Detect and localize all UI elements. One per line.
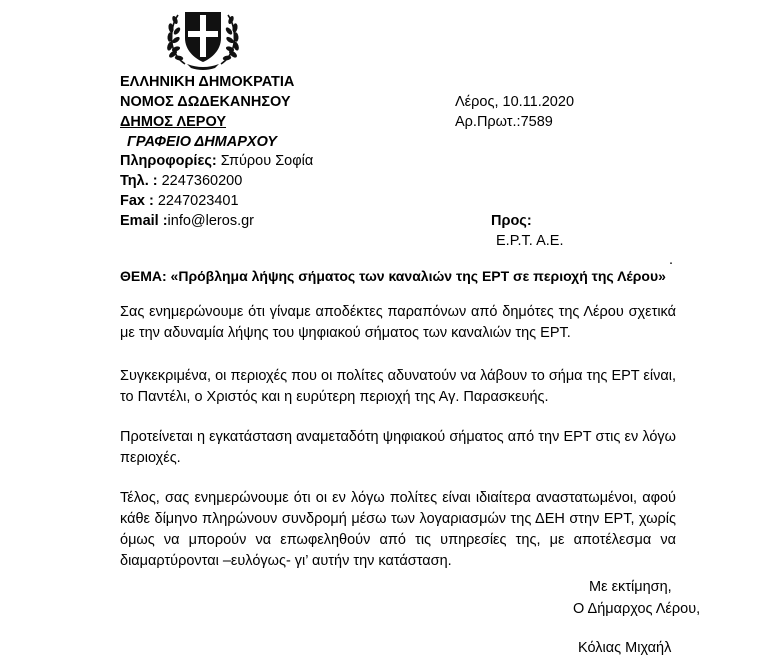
tel-value: 2247360200 <box>157 173 243 189</box>
email-value: info@leros.gr <box>167 213 254 229</box>
office-title: ΓΡΑΦΕΙΟ ΔΗΜΑΡΧΟΥ <box>127 134 277 150</box>
tel-line <box>120 171 242 191</box>
info-label: Πληροφορίες: <box>120 153 217 169</box>
recipient: Ε.Ρ.Τ. Α.Ε. <box>496 233 564 249</box>
fax-line <box>120 191 239 211</box>
fax-label: Fax : <box>120 193 154 209</box>
to-label: Προς: <box>491 213 532 229</box>
closing-role: Ο Δήμαρχος Λέρου, <box>573 601 701 617</box>
tel-label: Τηλ. : <box>120 173 158 189</box>
body-paragraph-3: Προτείνεται η εγκατάσταση αναμεταδότη ψηφιακού σήματος από την ΕΡΤ στις εν λόγω περιοχές. <box>120 429 676 466</box>
republic-title: ΕΛΛΗΝΙΚΗ ΔΗΜΟΚΡΑΤΙΑ <box>120 74 295 90</box>
prefecture-title: ΝΟΜΟΣ ΔΩΔΕΚΑΝΗΣΟΥ <box>120 94 291 110</box>
body-paragraph-1: Σας ενημερώνουμε ότι γίναμε αποδέκτες παραπόνων από δημότες της Λέρου σχετικά με την αδυναμία λήψης του ψηφιακού σήματος των καναλιών της ΕΡΤ. <box>120 304 676 341</box>
email-label: Email : <box>120 213 168 229</box>
closing-regards: Με εκτίμηση, <box>589 579 672 595</box>
info-value: Σπύρου Σοφία <box>216 153 314 169</box>
municipality-title: ΔΗΜΟΣ ΛΕΡΟΥ <box>120 114 227 130</box>
greek-coat-of-arms-icon <box>165 4 241 70</box>
place-date: Λέρος, 10.11.2020 <box>455 94 575 110</box>
email-line <box>120 211 254 231</box>
body-paragraph-4: Τέλος, σας ενημερώνουμε ότι οι εν λόγω πολίτες είναι ιδιαίτερα αναστατωμένοι, αφού κάθε δίμηνο πληρώνουν συνδρομή μέσω των λογαριασμών της ΔΕΗ στην ΕΡΤ, χωρίς όμως να μπορούν να επωφεληθούν από τις υπηρεσίες της, με αποτέλεσμα να διαμαρτύρονται –ευλόγως- γι’ αυτήν την κατάσταση. <box>120 490 676 569</box>
subject-line: ΘΕΜΑ: «Πρόβλημα λήψης σήματος των καναλιών της ΕΡΤ σε περιοχή της Λέρου» <box>120 268 666 284</box>
body-paragraph-2: Συγκεκριμένα, οι περιοχές που οι πολίτες αδυνατούν να λάβουν το σήμα της ΕΡΤ είναι, το Παντέλι, ο Χριστός και η ευρύτερη περιοχή της Αγ. Παρασκευής. <box>120 368 676 405</box>
stray-mark: . <box>669 252 674 268</box>
protocol-number: Αρ.Πρωτ.:7589 <box>455 114 553 130</box>
fax-value: 2247023401 <box>153 193 239 209</box>
info-line <box>120 151 313 171</box>
signatory-name: Κόλιας Μιχαήλ <box>578 640 672 656</box>
